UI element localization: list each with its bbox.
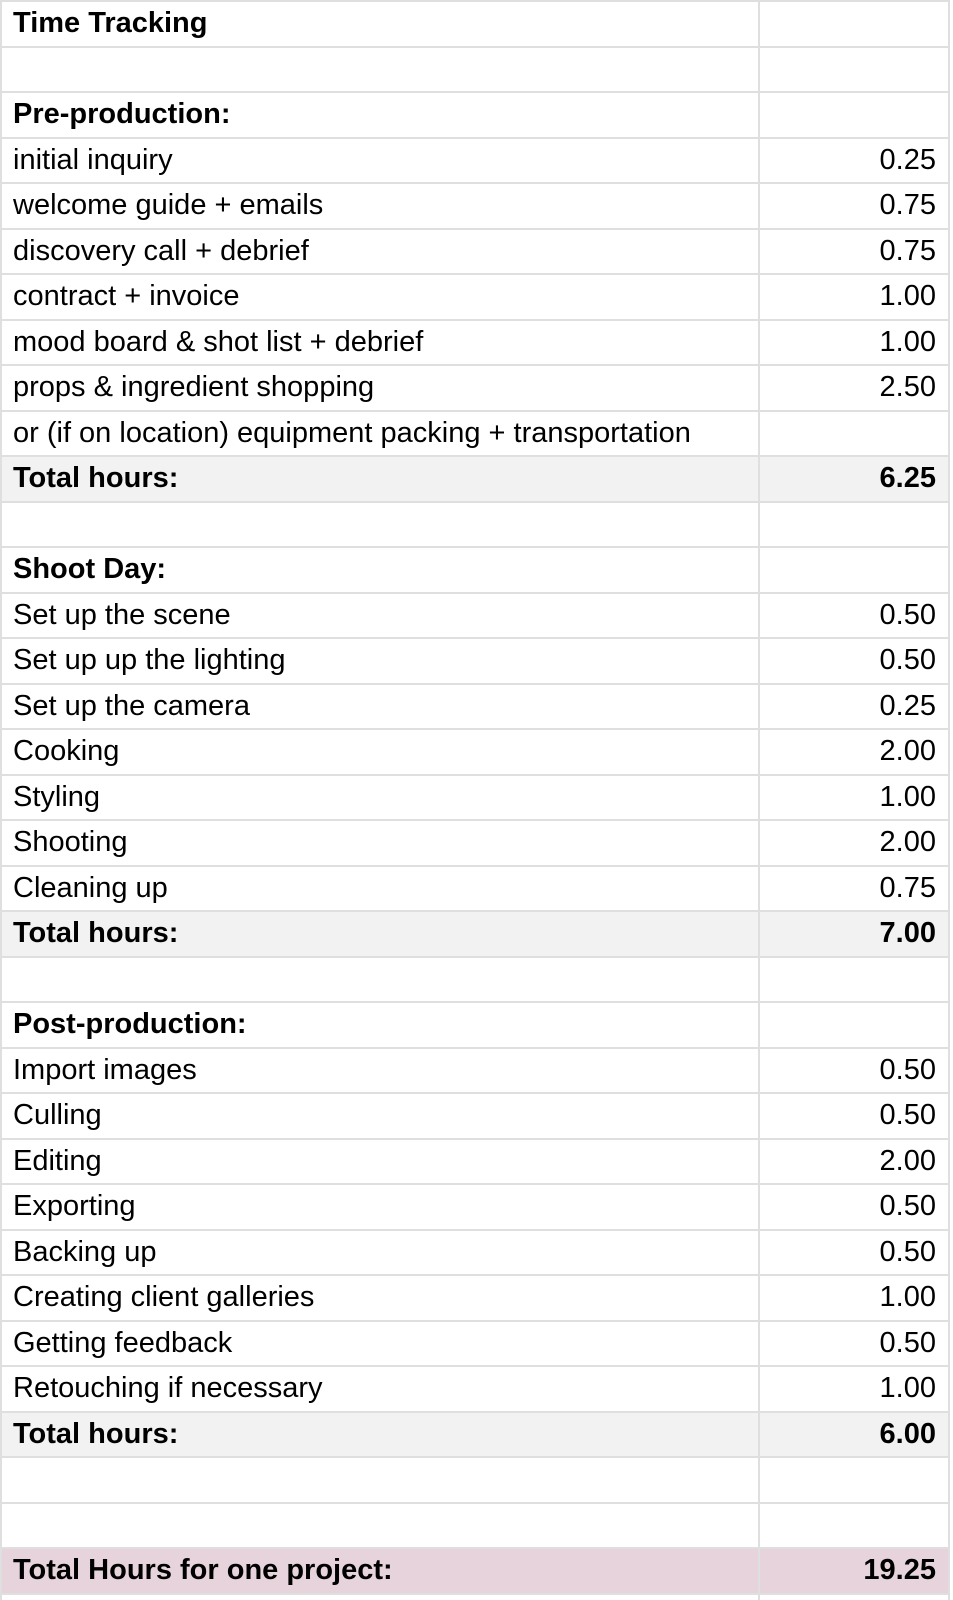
task-cell[interactable]: Set up up the lighting bbox=[2, 639, 760, 683]
task-cell[interactable]: Getting feedback bbox=[2, 1322, 760, 1366]
table-row bbox=[2, 457, 950, 503]
task-cell[interactable] bbox=[2, 48, 760, 92]
table-row bbox=[2, 1049, 950, 1095]
hours-cell[interactable]: 2.50 bbox=[760, 366, 950, 410]
task-cell[interactable]: Import images bbox=[2, 1049, 760, 1093]
table-row bbox=[2, 958, 950, 1004]
table-row bbox=[2, 1140, 950, 1186]
hours-cell[interactable]: 0.75 bbox=[760, 184, 950, 228]
hours-cell[interactable]: 0.25 bbox=[760, 139, 950, 183]
hours-cell[interactable]: 0.25 bbox=[760, 685, 950, 729]
hours-cell[interactable]: 6.00 bbox=[760, 1413, 950, 1457]
hours-cell[interactable]: 0.50 bbox=[760, 639, 950, 683]
task-cell[interactable]: Editing bbox=[2, 1140, 760, 1184]
hours-cell[interactable]: 0.50 bbox=[760, 1322, 950, 1366]
task-cell[interactable]: Retouching if necessary bbox=[2, 1367, 760, 1411]
hours-cell[interactable] bbox=[760, 1458, 950, 1502]
table-row bbox=[2, 1094, 950, 1140]
table-row bbox=[2, 1504, 950, 1550]
table-row bbox=[2, 1185, 950, 1231]
table-row bbox=[2, 1367, 950, 1413]
table-row bbox=[2, 1595, 950, 1600]
hours-cell[interactable]: 1.00 bbox=[760, 1276, 950, 1320]
table-row bbox=[2, 912, 950, 958]
task-cell[interactable]: Pre-production: bbox=[2, 93, 760, 137]
task-cell[interactable]: Set up the camera bbox=[2, 685, 760, 729]
task-cell[interactable]: discovery call + debrief bbox=[2, 230, 760, 274]
task-cell[interactable]: Total hours: bbox=[2, 912, 760, 956]
task-cell[interactable] bbox=[2, 1458, 760, 1502]
table-row bbox=[2, 230, 950, 276]
hours-cell[interactable]: 1.00 bbox=[760, 776, 950, 820]
table-row bbox=[2, 1413, 950, 1459]
task-cell[interactable] bbox=[2, 503, 760, 547]
table-row bbox=[2, 503, 950, 549]
hours-cell[interactable] bbox=[760, 93, 950, 137]
hours-cell[interactable]: 1.00 bbox=[760, 275, 950, 319]
table-row bbox=[2, 685, 950, 731]
task-cell[interactable]: mood board & shot list + debrief bbox=[2, 321, 760, 365]
hours-cell[interactable]: 1.00 bbox=[760, 1367, 950, 1411]
task-cell[interactable] bbox=[2, 1595, 760, 1600]
task-cell[interactable]: Styling bbox=[2, 776, 760, 820]
table-row bbox=[2, 93, 950, 139]
table-row bbox=[2, 639, 950, 685]
task-cell[interactable]: Creating client galleries bbox=[2, 1276, 760, 1320]
hours-cell[interactable]: 0.50 bbox=[760, 1049, 950, 1093]
hours-cell[interactable] bbox=[760, 503, 950, 547]
task-cell[interactable] bbox=[2, 958, 760, 1002]
hours-cell[interactable]: 2.00 bbox=[760, 730, 950, 774]
task-cell[interactable]: contract + invoice bbox=[2, 275, 760, 319]
table-row bbox=[2, 1231, 950, 1277]
hours-cell[interactable]: 0.50 bbox=[760, 594, 950, 638]
hours-cell[interactable] bbox=[760, 1504, 950, 1548]
hours-cell[interactable]: 0.50 bbox=[760, 1185, 950, 1229]
task-cell[interactable] bbox=[2, 1504, 760, 1548]
task-cell[interactable]: Time Tracking bbox=[2, 2, 760, 46]
task-cell[interactable]: Shooting bbox=[2, 821, 760, 865]
hours-cell[interactable] bbox=[760, 2, 950, 46]
hours-cell[interactable] bbox=[760, 48, 950, 92]
table-row bbox=[2, 366, 950, 412]
table-row bbox=[2, 1549, 950, 1595]
table-row bbox=[2, 730, 950, 776]
task-cell[interactable]: initial inquiry bbox=[2, 139, 760, 183]
table-row bbox=[2, 1322, 950, 1368]
table-row bbox=[2, 2, 950, 48]
hours-cell[interactable]: 0.50 bbox=[760, 1094, 950, 1138]
task-cell[interactable]: Culling bbox=[2, 1094, 760, 1138]
hours-cell[interactable] bbox=[760, 548, 950, 592]
hours-cell[interactable] bbox=[760, 958, 950, 1002]
task-cell[interactable]: Backing up bbox=[2, 1231, 760, 1275]
task-cell[interactable]: Set up the scene bbox=[2, 594, 760, 638]
task-cell[interactable]: Cooking bbox=[2, 730, 760, 774]
table-row bbox=[2, 275, 950, 321]
table-row bbox=[2, 776, 950, 822]
table-row bbox=[2, 321, 950, 367]
task-cell[interactable]: Total Hours for one project: bbox=[2, 1549, 760, 1593]
table-row bbox=[2, 48, 950, 94]
hours-cell[interactable]: 0.50 bbox=[760, 1231, 950, 1275]
hours-cell[interactable]: 1.00 bbox=[760, 321, 950, 365]
table-row bbox=[2, 867, 950, 913]
hours-cell[interactable]: 0.75 bbox=[760, 230, 950, 274]
table-row bbox=[2, 139, 950, 185]
hours-cell[interactable]: 2.00 bbox=[760, 1140, 950, 1184]
task-cell[interactable]: or (if on location) equipment packing + transportation bbox=[2, 412, 760, 456]
task-cell[interactable]: Total hours: bbox=[2, 457, 760, 501]
table-row bbox=[2, 1458, 950, 1504]
hours-cell[interactable] bbox=[760, 1003, 950, 1047]
task-cell[interactable]: Exporting bbox=[2, 1185, 760, 1229]
hours-cell[interactable] bbox=[760, 412, 950, 456]
table-row bbox=[2, 548, 950, 594]
task-cell[interactable]: Shoot Day: bbox=[2, 548, 760, 592]
task-cell[interactable]: props & ingredient shopping bbox=[2, 366, 760, 410]
table-row bbox=[2, 821, 950, 867]
hours-cell[interactable]: 0.75 bbox=[760, 867, 950, 911]
hours-cell[interactable]: 7.00 bbox=[760, 912, 950, 956]
table-row bbox=[2, 1003, 950, 1049]
table-row bbox=[2, 412, 950, 458]
hours-cell[interactable]: 2.00 bbox=[760, 821, 950, 865]
table-row bbox=[2, 1276, 950, 1322]
hours-cell[interactable]: 19.25 bbox=[760, 1549, 950, 1593]
task-cell[interactable]: Cleaning up bbox=[2, 867, 760, 911]
task-cell[interactable]: Total hours: bbox=[2, 1413, 760, 1457]
table-row bbox=[2, 184, 950, 230]
task-cell[interactable]: welcome guide + emails bbox=[2, 184, 760, 228]
hours-cell[interactable] bbox=[760, 1595, 950, 1600]
table-row bbox=[2, 594, 950, 640]
task-cell[interactable]: Post-production: bbox=[2, 1003, 760, 1047]
hours-cell[interactable]: 6.25 bbox=[760, 457, 950, 501]
